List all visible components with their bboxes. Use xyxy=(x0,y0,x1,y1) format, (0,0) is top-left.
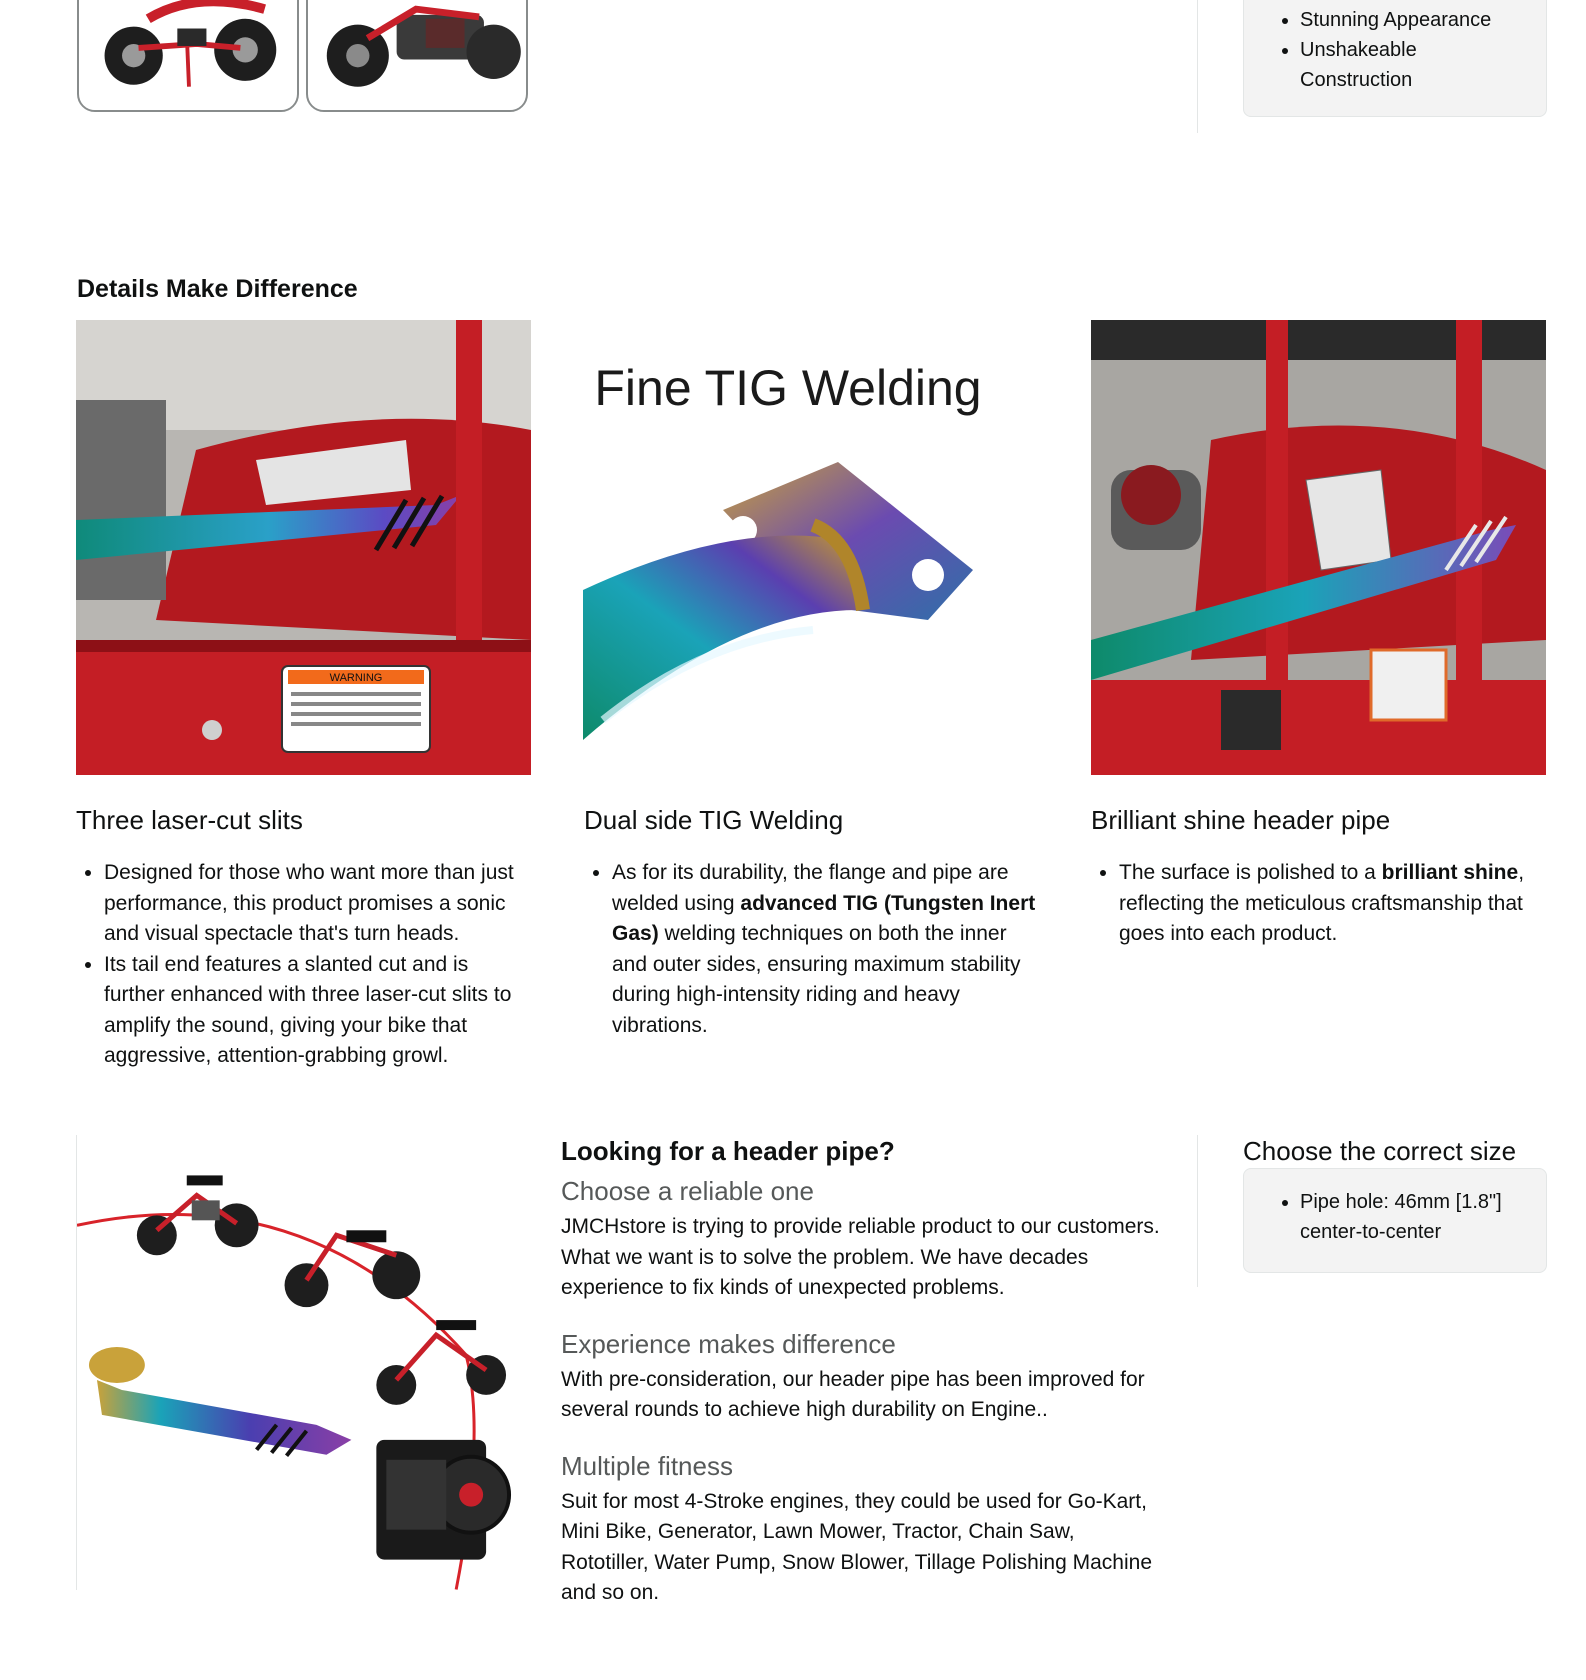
info-paragraph: JMCHstore is trying to provide reliable product to our customers. What we want is to solve the problem. We have decades experience to fix kinds of unexpected problems. xyxy=(561,1215,1160,1299)
feature-list xyxy=(1272,5,1528,95)
bullet-list xyxy=(76,858,534,1072)
size-title: Choose the correct size xyxy=(1243,1136,1517,1166)
feature-item: • Stunning Appearance xyxy=(1300,5,1528,35)
column-divider xyxy=(1197,1135,1198,1287)
bullet-item: • Its tail end features a slanted cut and is further enhanced with three laser-cut slits to amplify the sound, giving your bike that aggressive, attention-grabbing growl. xyxy=(104,950,534,1072)
card-title-laser-cut: Three laser-cut slits xyxy=(76,805,303,835)
feature-highlights-box xyxy=(1243,0,1547,117)
card-title-tig-welding: Dual side TIG Welding xyxy=(584,805,844,835)
info-subheading: Multiple fitness xyxy=(561,1450,733,1481)
warning-label: WARNING xyxy=(329,672,383,684)
tig-welding-caption: Fine TIG Welding xyxy=(594,360,982,416)
bullet-text: As for its durability, the flange and pipe are welded using xyxy=(612,861,1009,915)
size-box xyxy=(1243,1168,1547,1273)
laser-cut-slits-image xyxy=(76,320,531,775)
bullet-text-bold: brilliant shine xyxy=(1381,861,1519,884)
card-text-tig-welding xyxy=(584,858,1039,1041)
section-title: Details Make Difference xyxy=(77,275,358,303)
info-paragraph: With pre-consideration, our header pipe has been improved for several rounds to achieve high durability on Engine.. xyxy=(561,1367,1145,1421)
info-paragraph: Suit for most 4-Stroke engines, they could be used for Go-Kart, Mini Bike, Generator, Lawn Mower, Tractor, Chain Saw, Rototiller, Water Pump, Snow Blower, Tillage Polishing Machine and so on. xyxy=(561,1489,1152,1604)
tig-welding-image xyxy=(583,320,1038,775)
bullet-text: welding techniques on both the inner and outer sides, ensuring maximum stability during high-intensity riding and heavy vibrations. xyxy=(612,922,1021,1037)
bullet-list xyxy=(584,858,1039,1041)
card-text-brilliant-shine xyxy=(1091,858,1549,950)
thumbnail-minibike-engine[interactable] xyxy=(306,0,528,112)
column-divider xyxy=(1197,0,1198,133)
card-text-laser-cut xyxy=(76,858,534,1072)
bullet-text-bold: advanced TIG (Tungsten Inert Gas) xyxy=(612,891,1036,945)
bullet-item: • Designed for those who want more than just performance, this product promises a sonic and visual spectacle that's turn heads. xyxy=(104,858,534,950)
info-subheading: Choose a reliable one xyxy=(561,1176,814,1206)
size-item: • Pipe hole: 46mm [1.8"] center-to-center xyxy=(1300,1187,1528,1247)
bullet-item xyxy=(1119,858,1549,950)
size-list xyxy=(1272,1187,1528,1247)
brilliant-shine-pipe-image xyxy=(1091,320,1546,775)
bullet-item xyxy=(612,858,1039,1041)
header-pipe-info xyxy=(561,1133,1161,1609)
feature-item: • Unshakeable Construction xyxy=(1300,35,1528,95)
compatible-minibikes-image xyxy=(76,1135,531,1590)
thumbnail-minibike-red[interactable] xyxy=(77,0,299,112)
minibike-engine-thumbnail-image xyxy=(308,0,526,110)
info-heading: Looking for a header pipe? xyxy=(561,1136,895,1166)
minibike-thumbnail-image xyxy=(79,0,297,110)
card-title-brilliant-shine: Brilliant shine header pipe xyxy=(1091,805,1391,835)
bullet-text: , reflecting the meticulous craftsmanship that goes into each product. xyxy=(1119,861,1525,945)
bullet-list xyxy=(1091,858,1549,950)
bullet-text: The surface is polished to a xyxy=(1119,861,1382,884)
info-subheading: Experience makes difference xyxy=(561,1328,896,1359)
